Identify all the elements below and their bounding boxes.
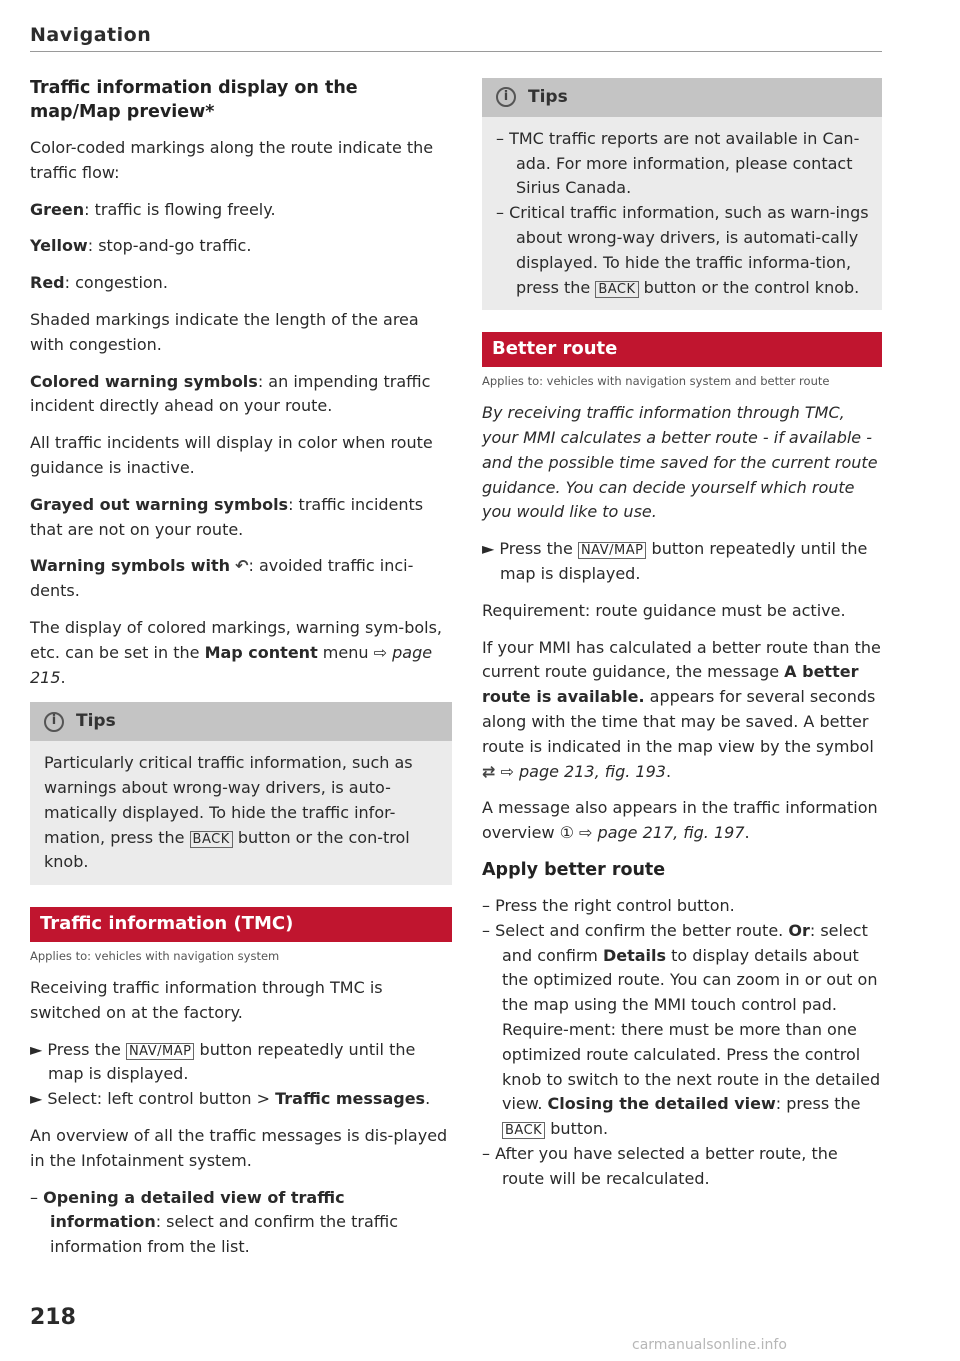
all-incidents-text: All traffic incidents will display in color when route guidance is inactive. bbox=[30, 433, 433, 477]
tips-text: Particularly critical traffic information, such as warnings about wrong-way drivers, is auto-matically displayed. To hide the traffic infor-mation, press the BACK button or the con-trol knob. bbox=[44, 753, 413, 872]
tmc-applies: Applies to: vehicles with navigation system bbox=[30, 948, 280, 963]
tip-item-canada: – TMC traffic reports are not available in Can-ada. For more information, please contact Sirius Canada. bbox=[496, 128, 860, 198]
tmc-section-bar: Traffic information (TMC) bbox=[30, 907, 452, 942]
page-number: 218 bbox=[30, 1305, 76, 1330]
back-key: BACK bbox=[190, 831, 233, 848]
right-column bbox=[482, 78, 882, 1191]
tip-item-critical: – Critical traffic information, such as warn-ings about wrong-way drivers, is automati-cally displayed. To hide the traffic informa-tion, press the BACK button or the control knob. bbox=[496, 203, 869, 297]
back-key: BACK bbox=[502, 1122, 545, 1139]
tips-box bbox=[482, 78, 882, 310]
navmap-key: NAV/MAP bbox=[578, 542, 647, 559]
back-key: BACK bbox=[595, 281, 638, 298]
better-route-applies: Applies to: vehicles with navigation system and better route bbox=[482, 374, 830, 389]
better-route-intro: By receiving traffic information through TMC, your MMI calculates a better route - if available - and the possible time saved for the current route guidance. You can decide yourself which route you would like to use. bbox=[482, 403, 878, 522]
red-item: Red: congestion. bbox=[30, 273, 168, 293]
tips-header: i Tips bbox=[30, 702, 452, 741]
opening-detail-item: – Opening a detailed view of traffic information: select and confirm the traffic information from the list. bbox=[30, 1187, 399, 1257]
callout-number: ① bbox=[559, 823, 574, 843]
shaded-text: Shaded markings indicate the length of the area with congestion. bbox=[30, 309, 419, 354]
better-route-bar: Better route bbox=[482, 332, 882, 367]
page-link[interactable]: ⇨ page 215 bbox=[30, 642, 433, 687]
display-settings-text: The display of colored markings, warning sym-bols, etc. can be set in the Map content menu ⇨ page 215. bbox=[30, 617, 442, 687]
map-display-heading: Traffic information display on the map/Map preview* bbox=[30, 78, 358, 122]
detour-icon: ↶ bbox=[235, 556, 249, 576]
requirement-text: Requirement: route guidance must be active. bbox=[482, 600, 846, 620]
info-icon: i bbox=[496, 87, 516, 107]
section-title: Navigation bbox=[30, 24, 152, 46]
tips-header: i Tips bbox=[482, 78, 882, 117]
page-link[interactable]: ⇨ page 213, fig. 193 bbox=[500, 761, 666, 781]
tmc-receiving-text: Receiving traffic information through TMC is switched on at the factory. bbox=[30, 977, 383, 1022]
grayed-warning-item: Grayed out warning symbols: traffic incidents that are not on your route. bbox=[30, 494, 424, 539]
message-text: A message also appears in the traffic information overview ① ⇨ page 217, fig. 197. bbox=[482, 798, 878, 843]
info-icon: i bbox=[44, 712, 64, 732]
header-divider bbox=[30, 51, 882, 52]
overview-text: An overview of all the traffic messages is dis-played in the Infotainment system. bbox=[30, 1125, 448, 1170]
navmap-key: NAV/MAP bbox=[126, 1043, 195, 1060]
intro-text: Color-coded markings along the route indicate the traffic flow: bbox=[30, 138, 434, 182]
step-press-navmap: ► Press the NAV/MAP button repeatedly until the map is displayed. bbox=[482, 539, 868, 583]
step-press-navmap: ► Press the NAV/MAP button repeatedly until the map is displayed. bbox=[30, 1039, 416, 1084]
avoided-warning-item: Warning symbols with ↶: avoided traffic inci-dents. bbox=[30, 556, 414, 601]
left-column bbox=[30, 76, 452, 1260]
better-route-icon: ⇄ bbox=[482, 761, 496, 781]
apply-step-3: – After you have selected a better route, the route will be recalculated. bbox=[482, 1143, 838, 1188]
yellow-item: Yellow: stop-and-go traffic. bbox=[30, 236, 252, 256]
green-item: Green: traffic is flowing freely. bbox=[30, 199, 276, 219]
calculated-text: If your MMI has calculated a better route than the current route guidance, the message A better route is available. appears for several seconds along with the time that may be saved. A better route is indicated in the map view by the symbol ⇄ ⇨ page 213, fig. 193. bbox=[482, 637, 881, 781]
apply-better-route-heading: Apply better route bbox=[482, 859, 666, 880]
step-select: ► Select: left control button > Traffic messages. bbox=[30, 1089, 431, 1109]
tips-box bbox=[30, 702, 452, 885]
apply-step-2: – Select and confirm the better route. Or: select and confirm Details to display details about the optimized route. You can zoom in or out on the map using the MMI touch control pad. Require-ment: there must be more than one optimized route calculated. Press the control knob to switch to the next route in the detailed view. Closing the detailed view: press the BACK button. bbox=[482, 920, 881, 1139]
page-link[interactable]: ⇨ page 217, fig. 197 bbox=[573, 823, 745, 843]
watermark: carmanualsonline.info bbox=[632, 1337, 787, 1353]
colored-warning-item: Colored warning symbols: an impending traffic incident directly ahead on your route. bbox=[30, 371, 431, 416]
apply-step-1: – Press the right control button. bbox=[482, 895, 735, 915]
